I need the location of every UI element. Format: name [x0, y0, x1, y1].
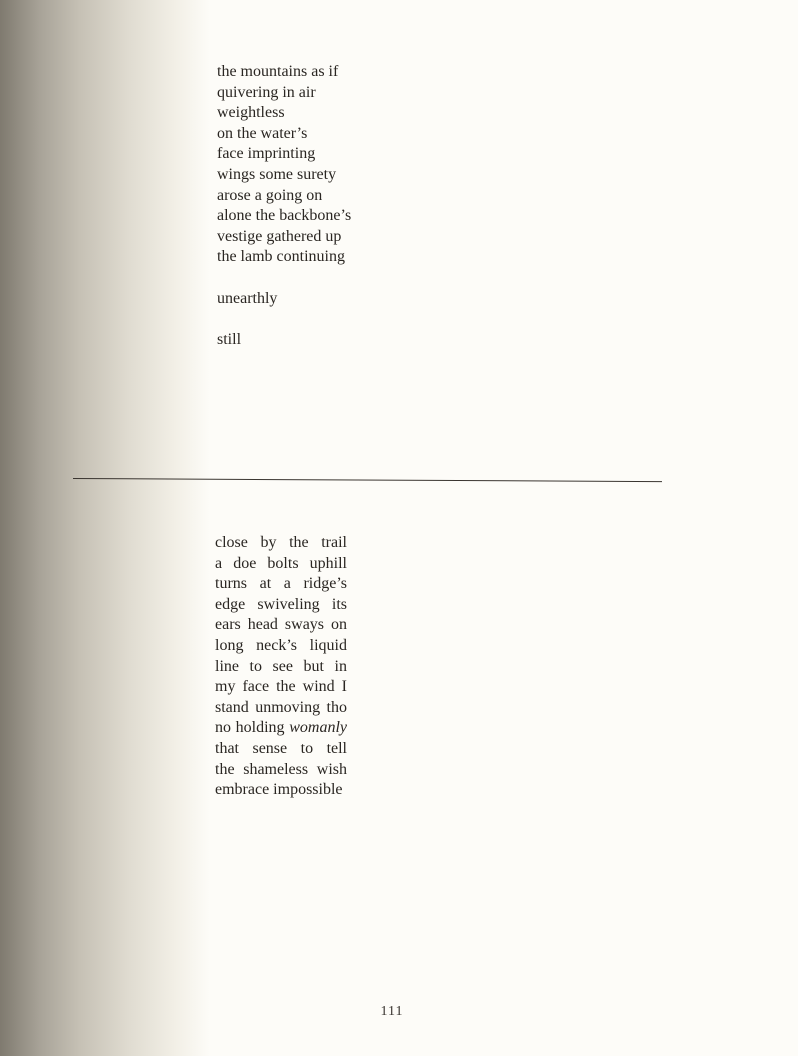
poem-line-text: no holding	[215, 719, 285, 737]
binding-gutter-shadow	[0, 0, 210, 1056]
poem-italic-word: womanly	[289, 719, 348, 737]
poem-line	[215, 718, 347, 739]
poem-line: unearthly	[217, 289, 278, 307]
poem-line: line to see but in	[215, 657, 347, 675]
poem-line: vestige gathered up	[217, 227, 342, 245]
poem-line: the lamb continuing	[217, 248, 345, 266]
poem-line: on the water’s	[217, 124, 308, 142]
poem-line: ears head sways on	[215, 616, 347, 634]
poem-bottom	[215, 533, 347, 801]
poem-line: alone the backbone’s	[217, 207, 352, 225]
poem-line: arose a going on	[217, 186, 323, 204]
poem-line: quivering in air	[217, 83, 316, 101]
poem-line: edge swiveling its	[215, 595, 347, 613]
poem-line: my face the wind I	[215, 678, 347, 696]
poem-line: turns at a ridge’s	[215, 575, 347, 593]
poem-line: the shameless wish	[215, 760, 347, 778]
page-number: 111	[380, 1004, 404, 1019]
poem-line: wings some surety	[217, 165, 337, 183]
poem-line: embrace impossible	[215, 781, 343, 799]
poem-line: the mountains as if	[217, 63, 339, 80]
poem-line: weightless	[217, 104, 285, 122]
poem-line: a doe bolts uphill	[215, 554, 347, 572]
poem-top	[217, 62, 351, 350]
poem-line: close by the trail	[215, 534, 347, 551]
poem-line: long neck’s liquid	[215, 636, 347, 654]
poem-line: stand unmoving tho	[215, 698, 347, 716]
poem-line: still	[217, 330, 242, 348]
poem-line: face imprinting	[217, 145, 316, 163]
poem-line: that sense to tell	[215, 739, 347, 757]
